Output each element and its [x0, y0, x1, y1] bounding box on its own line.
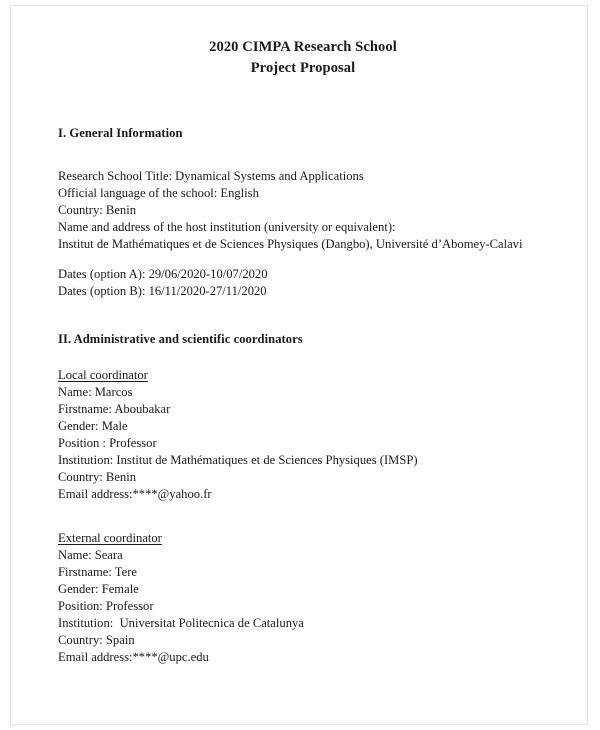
document-page — [10, 5, 588, 725]
local-coordinator-email: Email address:****@yahoo.fr — [58, 487, 212, 501]
external-coordinator-position: Position: Professor — [58, 599, 154, 613]
section-heading-coordinators: II. Administrative and scientific coordinators — [58, 332, 303, 346]
field-official-language: Official language of the school: English — [58, 186, 259, 200]
sub-heading-local-coordinator: Local coordinator — [58, 368, 148, 382]
local-coordinator-firstname: Firstname: Aboubakar — [58, 402, 171, 416]
section-general-information — [58, 125, 548, 300]
local-coordinator-gender: Gender: Male — [58, 419, 128, 433]
title-section-spacer — [58, 79, 548, 125]
external-coordinator-gender: Gender: Female — [58, 582, 139, 596]
section-heading-general-information: I. General Information — [58, 126, 183, 140]
page-content-area — [58, 6, 548, 724]
field-host-institution-address: Institut de Mathématiques et de Sciences Physiques (Dangbo), Université d’Abomey-Calavi — [58, 237, 523, 251]
external-coordinator-email: Email address:****@upc.edu — [58, 650, 209, 664]
local-coordinator-country: Country: Benin — [58, 470, 137, 484]
external-coordinator-block — [58, 529, 548, 666]
page-title — [58, 37, 548, 79]
field-research-school-title: Research School Title: Dynamical Systems and Applications — [58, 169, 364, 183]
page-title-line-1: 2020 CIMPA Research School — [209, 39, 397, 55]
external-coordinator-institution: Institution: Universitat Politecnica de Catalunya — [58, 616, 304, 630]
external-coordinator-name: Name: Seara — [58, 548, 123, 562]
field-dates-option-a: Dates (option A): 29/06/2020-10/07/2020 — [58, 267, 268, 281]
field-host-institution-label: Name and address of the host institution (university or equivalent): — [58, 220, 396, 234]
coordinator-block-spacer — [58, 503, 548, 529]
sub-heading-external-coordinator: External coordinator — [58, 531, 162, 545]
local-coordinator-block — [58, 366, 548, 503]
field-dates-option-b: Dates (option B): 16/11/2020-27/11/2020 — [58, 284, 267, 298]
section-coordinators — [58, 331, 548, 666]
between-sections-spacer — [58, 300, 548, 331]
dates-spacer — [58, 253, 548, 266]
external-coordinator-country: Country: Spain — [58, 633, 135, 647]
page-title-line-2: Project Proposal — [250, 60, 356, 76]
heading-body-spacer — [58, 142, 548, 168]
local-coordinator-position: Position : Professor — [58, 436, 157, 450]
local-coordinator-institution: Institution: Institut de Mathématiques et de Sciences Physiques (IMSP) — [58, 453, 418, 467]
top-margin-spacer — [58, 6, 548, 37]
local-coordinator-name: Name: Marcos — [58, 385, 133, 399]
external-coordinator-firstname: Firstname: Tere — [58, 565, 137, 579]
field-country: Country: Benin — [58, 203, 137, 217]
coordinators-heading-spacer — [58, 348, 548, 366]
